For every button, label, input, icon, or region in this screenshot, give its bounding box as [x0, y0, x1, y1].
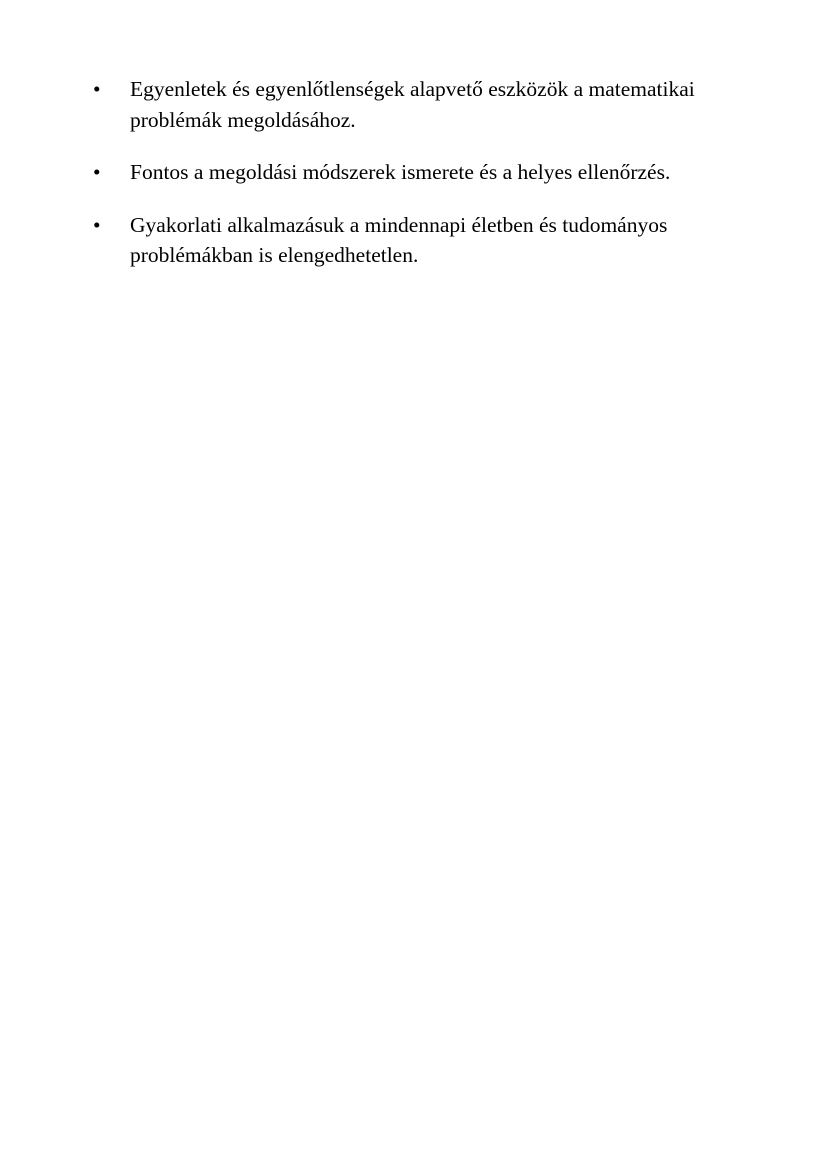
list-item-text: Fontos a megoldási módszerek ismerete és a helyes ellenőrzés. — [130, 160, 671, 185]
list-item-text: Egyenletek és egyenlőtlenségek alapvető eszközök a matematikai problémák megoldásához. — [130, 77, 695, 132]
bullet-point-icon: • — [93, 77, 101, 101]
document-content — [88, 74, 708, 271]
list-item — [88, 74, 708, 135]
bullet-list — [88, 74, 708, 271]
list-item — [88, 210, 708, 271]
list-item — [88, 157, 708, 188]
bullet-point-icon: • — [93, 160, 101, 185]
list-item-text: Gyakorlati alkalmazásuk a mindennapi életben és tudományos problémákban is elengedhetetlen. — [130, 212, 668, 268]
bullet-point-icon: • — [93, 212, 101, 237]
